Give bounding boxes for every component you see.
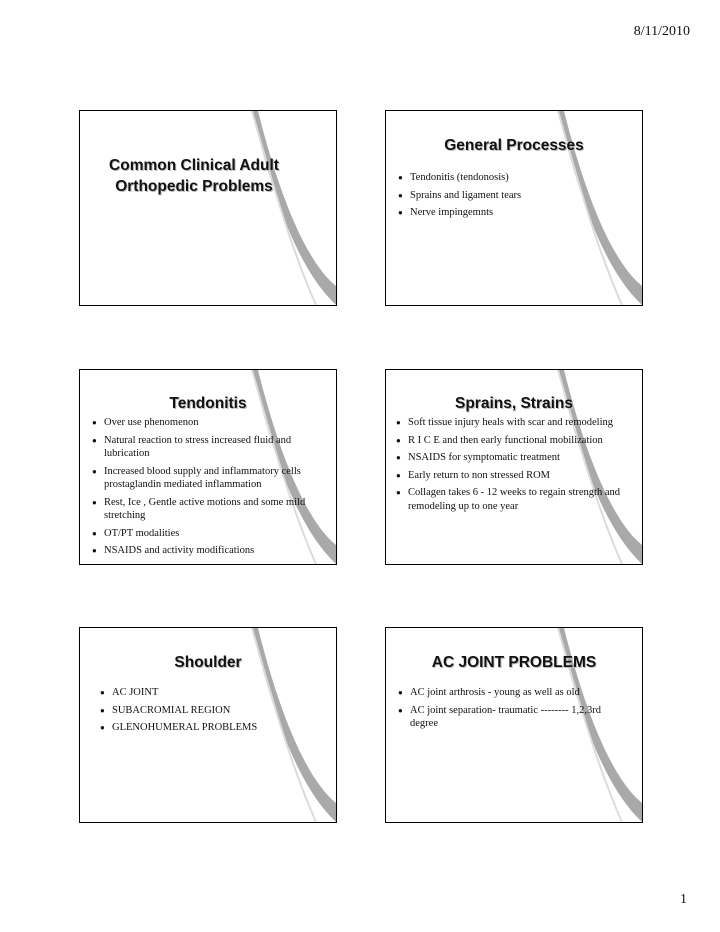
- bullet-item: ● OT/PT modalities: [92, 527, 324, 541]
- bullet-item: ● Collagen takes 6 - 12 weeks to regain strength and remodeling up to one year: [396, 486, 626, 513]
- slide-title: Tendonitis: [169, 395, 247, 412]
- page-number: 1: [680, 892, 687, 907]
- bullet-item: ● NSAIDS and activity modifications: [92, 544, 324, 558]
- bullet-list: [100, 686, 320, 739]
- bullet-list: [398, 171, 628, 224]
- bullet-item: ● Nerve impingemnts: [398, 206, 628, 220]
- bullet-list: [92, 416, 324, 562]
- slide-title: General Processes: [444, 137, 584, 154]
- slide-title: Shoulder: [174, 654, 242, 671]
- bullet-item: ● Tendonitis (tendonosis): [398, 171, 628, 185]
- header-date: 8/11/2010: [633, 24, 690, 39]
- bullet-list: [398, 686, 630, 735]
- slide-3: [79, 369, 337, 565]
- bullet-item: ● Increased blood supply and inflammatory cells prostaglandin mediated inflammation: [92, 465, 324, 492]
- slide-title: Sprains, Strains: [454, 395, 573, 412]
- slide-1: [79, 110, 337, 306]
- bullet-item: ● SUBACROMIAL REGION: [100, 704, 320, 718]
- bullet-item: ● Early return to non stressed ROM: [396, 469, 626, 483]
- slide-5: [79, 627, 337, 823]
- bullet-item: ● Rest, Ice , Gentle active motions and some mild stretching: [92, 496, 324, 523]
- bullet-item: ● AC JOINT: [100, 686, 320, 700]
- bullet-item: ● Over use phenomenon: [92, 416, 324, 430]
- bullet-item: ● AC joint arthrosis - young as well as old: [398, 686, 630, 700]
- bullet-item: ● R I C E and then early functional mobilization: [396, 434, 626, 448]
- bullet-item: ● AC joint separation- traumatic -------- 1,2,3rd degree: [398, 704, 630, 731]
- slide-title: Common Clinical Adult Orthopedic Problems: [109, 157, 279, 195]
- slide-2: [385, 110, 643, 306]
- bullet-item: ● Sprains and ligament tears: [398, 189, 628, 203]
- bullet-item: ● GLENOHUMERAL PROBLEMS: [100, 721, 320, 735]
- bullet-item: ● Soft tissue injury heals with scar and remodeling: [396, 416, 626, 430]
- slide-6: [385, 627, 643, 823]
- bullet-list: [396, 416, 626, 517]
- bullet-item: ● Natural reaction to stress increased fluid and lubrication: [92, 434, 324, 461]
- bullet-item: ● NSAIDS for symptomatic treatment: [396, 451, 626, 465]
- slide-title: AC JOINT PROBLEMS: [431, 654, 597, 671]
- slide-4: [385, 369, 643, 565]
